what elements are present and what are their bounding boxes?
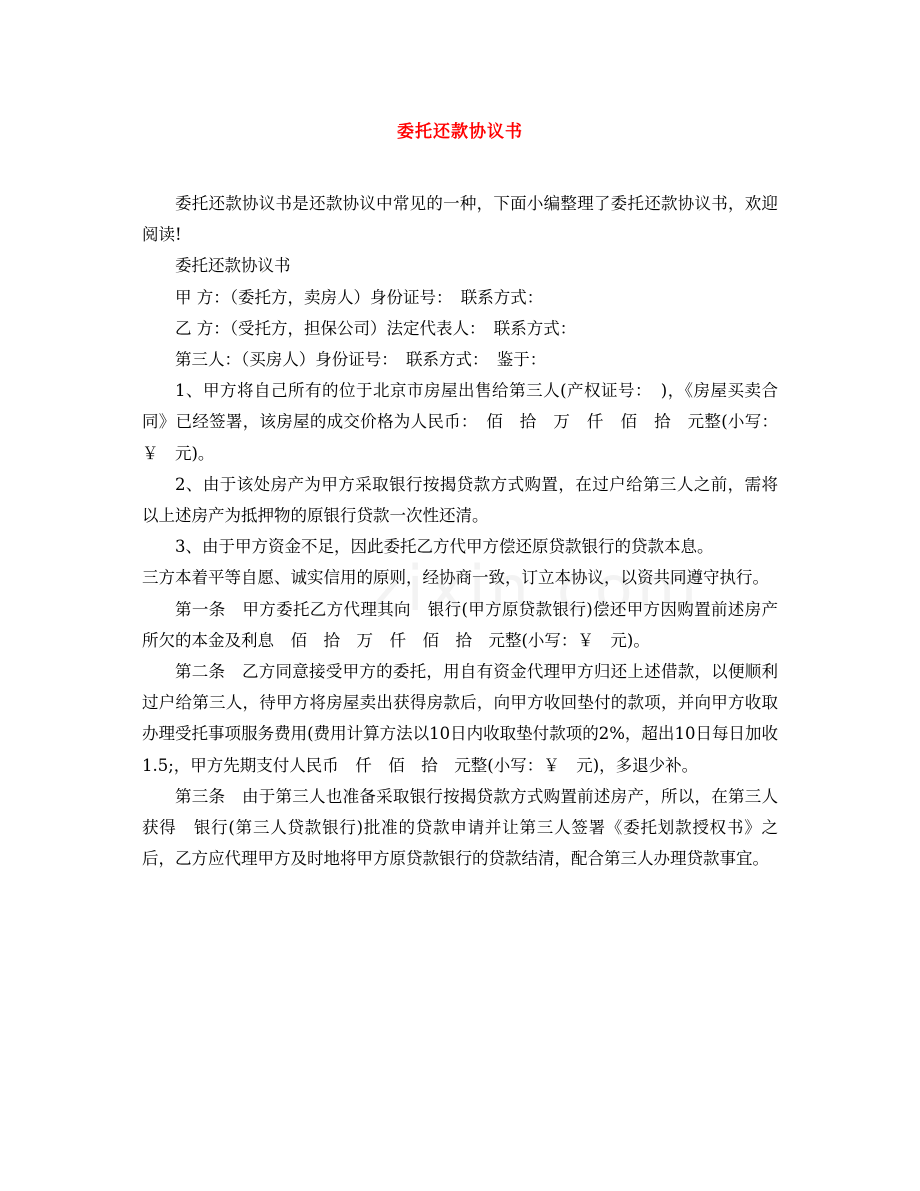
article-2: 第二条 乙方同意接受甲方的委托，用自有资金代理甲方归还上述借款，以便顺利过户给第三人，待甲方将房屋卖出获得房款后，向甲方收回垫付的款项，并向甲方收取办理受托事项服务费用(费用计算方法以10日内收取垫付款项的2%，超出10日每日加收1.5;，甲方先期支付人民币 仟 佰 拾 元整(小写：￥ 元)，多退少补。 [142,662,778,775]
party-b-line: 乙 方：（受托方，担保公司）法定代表人： 联系方式： [175,318,577,338]
article-1: 第一条 甲方委托乙方代理其向 银行(甲方原贷款银行)偿还甲方因购置前述房产所欠的本金及利息 佰 拾 万 仟 佰 拾 元整(小写：￥ 元)。 [142,599,778,650]
recital-3: 3、由于甲方资金不足，因此委托乙方代甲方偿还原贷款银行的贷款本息。 [175,537,714,557]
third-party-line: 第三人：（买房人）身份证号： 联系方式： 鉴于： [175,350,547,370]
principle-paragraph: 三方本着平等自愿、诚实信用的原则，经协商一致，订立本协议，以资共同遵守执行。 [142,568,769,588]
agreement-heading: 委托还款协议书 [175,256,291,276]
article-3: 第三条 由于第三人也准备采取银行按揭贷款方式购置前述房产，所以，在第三人获得 银行(第三人贷款银行)批准的贷款申请并让第三人签署《委托划款授权书》之后，乙方应代理甲方及时地将甲方原贷款银行的贷款结清，配合第三人办理贷款事宜。 [142,786,778,869]
document-body [142,188,778,874]
party-a-line: 甲 方：（委托方，卖房人）身份证号： 联系方式： [175,287,544,307]
document-title: 委托还款协议书 [397,122,523,142]
intro-paragraph: 委托还款协议书是还款协议中常见的一种，下面小编整理了委托还款协议书，欢迎阅读! [142,194,778,245]
recital-2: 2、由于该处房产为甲方采取银行按揭贷款方式购置，在过户给第三人之前，需将以上述房产为抵押物的原银行贷款一次性还清。 [142,474,778,526]
recital-1: 1、甲方将自己所有的位于北京市房屋出售给第三人(产权证号： )，《房屋买卖合同》已经签署，该房屋的成交价格为人民币： 佰 拾 万 仟 佰 拾 元整(小写：￥ 元)。 [142,381,778,463]
